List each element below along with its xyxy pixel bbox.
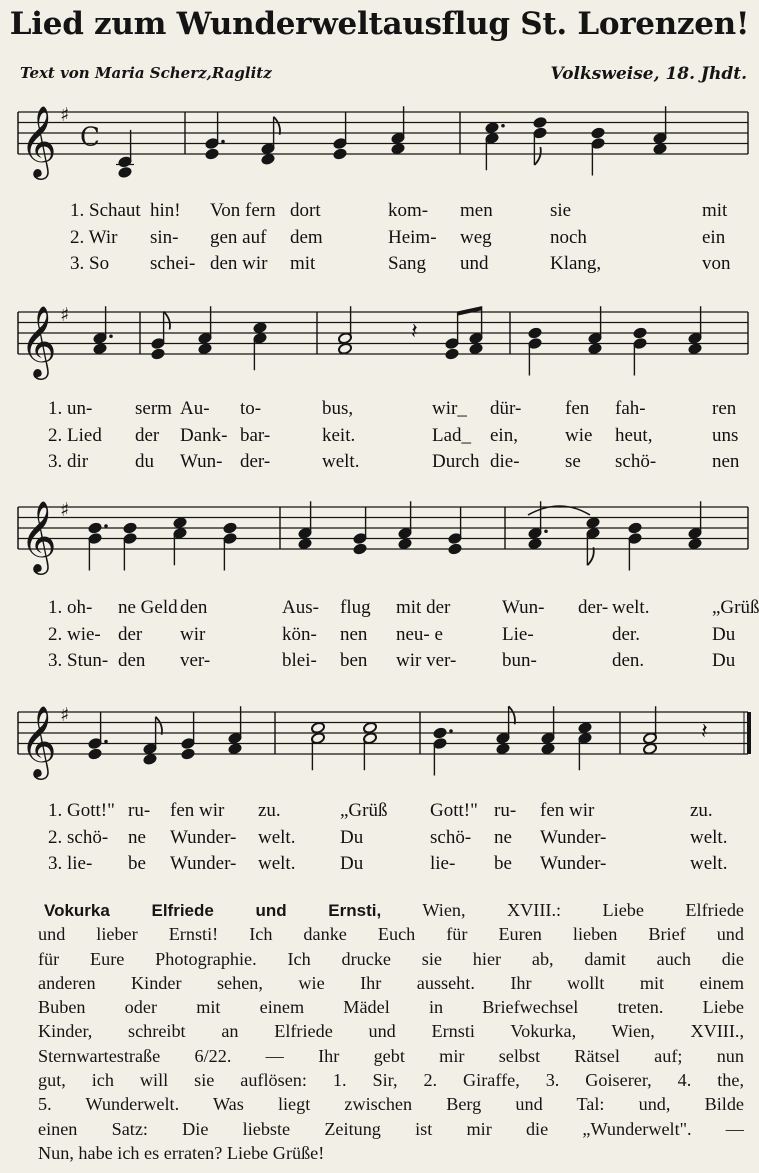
lyric-syllable: 2. schö- xyxy=(48,826,109,848)
letter-line: Kinder, schreibt an Elfriede und Ernsti Vokurka, Wien, XVIII., xyxy=(38,1021,744,1042)
lyric-syllable: zu. xyxy=(690,800,713,821)
lyric-syllable: welt. xyxy=(322,451,360,472)
sharp-icon: ♯ xyxy=(60,304,70,326)
note-head xyxy=(151,348,166,361)
verse-1-line xyxy=(0,398,759,422)
note-head xyxy=(528,537,543,550)
lyric-syllable: dür- xyxy=(490,398,522,419)
lyricist-credit: Text von Maria Scherz,Raglitz xyxy=(20,64,272,82)
lyric-syllable: Wunder- xyxy=(170,826,237,848)
lyric-syllable: flug xyxy=(340,597,371,618)
verse-2-line xyxy=(0,425,759,449)
lyric-syllable: kom- xyxy=(388,200,429,221)
lyric-syllable: ein xyxy=(702,226,726,248)
lyric-syllable: Wun- xyxy=(502,597,545,618)
lyric-syllable: der- xyxy=(240,451,271,472)
lyric-syllable: und xyxy=(460,253,489,274)
lyric-syllable: 2. Lied xyxy=(48,424,102,446)
lyric-syllable: 3. dir xyxy=(48,451,89,472)
lyric-syllable: Lie- xyxy=(502,623,534,645)
lyric-syllable: welt. xyxy=(258,853,296,874)
staff-1 xyxy=(0,100,759,200)
lyric-syllable: fen wir xyxy=(170,800,225,821)
lyric-syllable: fen wir xyxy=(540,800,595,821)
note-dot xyxy=(104,524,108,528)
lyric-syllable: die- xyxy=(490,451,520,472)
note-head xyxy=(118,166,133,179)
lyric-syllable: bar- xyxy=(240,424,271,446)
verse-1-line xyxy=(0,597,759,621)
lyric-syllable: welt. xyxy=(690,826,728,848)
note-head xyxy=(198,342,213,355)
lyric-syllable: Sang xyxy=(388,253,426,274)
lyric-syllable: nen xyxy=(340,623,368,645)
lyric-syllable: fah- xyxy=(615,398,646,419)
lyric-syllable: schö- xyxy=(430,826,472,848)
lyric-syllable: Gott!" xyxy=(430,800,478,821)
final-barline-thick xyxy=(747,712,751,754)
lyric-syllable: den. xyxy=(612,650,645,671)
letter-line: für Eure Photographie. Ich drucke sie hier ab, damit auch die xyxy=(38,948,744,969)
lyric-syllable: wie xyxy=(565,424,593,446)
note-head xyxy=(448,543,463,556)
lyric-syllable: ne Geld xyxy=(118,597,178,618)
note-head xyxy=(143,753,158,766)
note-head xyxy=(181,748,196,761)
lyric-syllable: zu. xyxy=(258,800,281,821)
lyric-syllable: ru- xyxy=(128,800,151,821)
treble-clef-icon: 𝄞 xyxy=(20,304,57,377)
lyric-syllable: neu- e xyxy=(396,623,443,645)
note-head xyxy=(261,153,276,166)
lyric-syllable: uns xyxy=(712,424,739,446)
note-head xyxy=(628,522,643,535)
verse-1-line xyxy=(0,200,759,224)
lyric-syllable: 2. Wir xyxy=(70,226,118,248)
note-head xyxy=(228,742,243,755)
lyric-syllable: sie xyxy=(550,200,572,221)
lyric-syllable: der xyxy=(135,424,160,446)
note-flag xyxy=(587,547,593,565)
lyric-syllable: ne xyxy=(494,826,512,848)
note-head xyxy=(485,121,500,134)
lyric-syllable: lie- xyxy=(430,853,456,874)
sharp-icon: ♯ xyxy=(60,104,70,126)
note-dot xyxy=(221,140,225,144)
letter-line: und lieber Ernsti! Ich danke Euch für Euren lieben Brief und xyxy=(38,924,744,945)
note-head xyxy=(688,342,703,355)
note-dot xyxy=(109,334,113,338)
note-head xyxy=(333,148,348,161)
note-head xyxy=(633,327,648,340)
lyric-syllable: 1. Schaut xyxy=(70,200,141,221)
note-head xyxy=(688,537,703,550)
note-head xyxy=(205,148,220,161)
lyric-syllable: hin! xyxy=(150,200,181,221)
lyric-syllable: 3. lie- xyxy=(48,853,93,874)
lyric-syllable: welt. xyxy=(690,853,728,874)
lyric-syllable: ben xyxy=(340,650,368,671)
lyric-syllable: blei- xyxy=(282,650,317,671)
note-head xyxy=(363,721,378,734)
lyric-syllable: Aus- xyxy=(282,597,319,618)
verse-2-line xyxy=(0,624,759,648)
lyric-syllable: wir_ xyxy=(432,398,467,419)
staff-4 xyxy=(0,700,759,800)
note-flag xyxy=(274,117,280,135)
note-head xyxy=(93,342,108,355)
lyric-syllable: be xyxy=(128,853,146,874)
letter-line: 5. Wunderwelt. Was liegt zwischen Berg und Tal: und, Bilde xyxy=(38,1094,744,1115)
lyric-syllable: 1. Gott!" xyxy=(48,800,115,821)
lyric-syllable: men xyxy=(460,200,493,221)
note-head xyxy=(586,516,601,529)
lyric-syllable: welt. xyxy=(258,826,296,848)
letter-line: Vokurka Elfriede und Ernsti, Wien, XVIII.: Liebe Elfriede xyxy=(44,900,744,920)
lyric-syllable: Au- xyxy=(180,398,210,419)
lyric-syllable: Dank- xyxy=(180,424,228,446)
lyric-syllable: Du xyxy=(340,853,364,874)
note-head xyxy=(338,342,353,355)
note-head xyxy=(391,142,406,155)
lyric-syllable: to- xyxy=(240,398,262,419)
verse-3-line xyxy=(0,853,759,877)
lyric-syllable: serm xyxy=(135,398,172,419)
lyric-syllable: Von fern xyxy=(210,200,276,221)
lyric-syllable: ein, xyxy=(490,424,518,446)
lyric-syllable: der- xyxy=(578,597,609,618)
lyric-syllable: Wunder- xyxy=(540,853,607,874)
treble-clef-icon: 𝄞 xyxy=(20,704,57,777)
lyric-syllable: gen auf xyxy=(210,226,267,248)
lyric-syllable: bus, xyxy=(322,398,354,419)
letter-line: anderen Kinder sehen, wie Ihr ausseht. Ihr wollt mit einem xyxy=(38,972,744,993)
lyric-syllable: wir xyxy=(180,623,206,645)
letter-line: einen Satz: Die liebste Zeitung ist mir die „Wunderwelt". — xyxy=(38,1118,744,1139)
lyric-syllable: mit xyxy=(290,253,316,274)
lyric-syllable: 2. wie- xyxy=(48,623,101,645)
note-beam xyxy=(458,308,482,313)
lyric-syllable: ru- xyxy=(494,800,517,821)
lyric-syllable: nen xyxy=(712,451,740,472)
letter-line: Nun, habe ich es erraten? Liebe Grüße! xyxy=(38,1142,325,1163)
common-time-icon: C xyxy=(80,122,100,153)
treble-clef-icon: 𝄞 xyxy=(20,499,57,572)
lyric-syllable: weg xyxy=(460,226,492,248)
note-flag xyxy=(509,706,515,724)
lyric-syllable: Durch xyxy=(432,451,480,472)
lyric-syllable: welt. xyxy=(612,597,650,618)
verse-2-line xyxy=(0,227,759,251)
sharp-icon: ♯ xyxy=(60,499,70,521)
lyric-syllable: se xyxy=(565,451,581,472)
lyric-syllable: keit. xyxy=(322,424,356,446)
rest-icon: 𝄽 xyxy=(411,319,418,345)
lyric-syllable: den xyxy=(118,650,146,671)
composer-credit: Volksweise, 18. Jhdt. xyxy=(550,64,747,84)
letter-line: Buben oder mit einem Mädel in Briefwechsel treten. Liebe xyxy=(38,997,744,1018)
lyric-syllable: den wir xyxy=(210,253,268,274)
lyric-syllable: Du xyxy=(340,826,364,848)
lyric-syllable: sin- xyxy=(150,226,179,248)
note-head xyxy=(643,742,658,755)
lyric-syllable: du xyxy=(135,451,154,472)
verse-2-line xyxy=(0,827,759,851)
lyric-syllable: „Grüß xyxy=(340,800,388,821)
lyric-syllable: wir ver- xyxy=(396,650,457,671)
letter-line: Sternwartestraße 6/22. — Ihr gebt mir selbst Rätsel auf; nun xyxy=(38,1045,744,1066)
note-head xyxy=(298,537,313,550)
lyric-syllable: Du xyxy=(712,650,736,671)
lyric-syllable: 1. un- xyxy=(48,398,93,419)
note-head xyxy=(591,127,606,140)
note-head xyxy=(353,543,368,556)
note-dot xyxy=(501,124,505,128)
lyric-syllable: Heim- xyxy=(388,226,437,248)
lyric-syllable: ren xyxy=(712,398,737,419)
lyric-syllable: Du xyxy=(712,623,736,645)
lyric-syllable: Wun- xyxy=(180,451,223,472)
note-flag xyxy=(156,717,162,735)
lyric-syllable: Klang, xyxy=(550,253,602,274)
letter-line: gut, ich will sie auflösen: 1. Sir, 2. Giraffe, 3. Goiserer, 4. the, xyxy=(38,1070,744,1091)
lyric-syllable: fen xyxy=(565,398,590,419)
lyric-syllable: der xyxy=(118,623,143,645)
lyric-syllable: ne xyxy=(128,826,146,848)
lyric-syllable: 1. oh- xyxy=(48,597,93,618)
note-flag xyxy=(534,147,540,165)
rest-icon: 𝄽 xyxy=(701,719,708,745)
lyric-syllable: schö- xyxy=(615,451,657,472)
note-head xyxy=(653,142,668,155)
lyric-syllable: „Grüß xyxy=(712,597,759,618)
verse-3-line xyxy=(0,451,759,475)
lyric-syllable: ver- xyxy=(180,650,211,671)
note-head xyxy=(311,721,326,734)
letter-addressees: Vokurka Elfriede und Ernsti, xyxy=(44,901,382,920)
lyric-syllable: Lad_ xyxy=(432,424,472,446)
lyric-syllable: be xyxy=(494,853,512,874)
note-head xyxy=(528,327,543,340)
note-dot xyxy=(544,529,548,533)
note-head xyxy=(445,348,460,361)
lyric-syllable: den xyxy=(180,597,208,618)
note-head xyxy=(173,516,188,529)
note-head xyxy=(123,522,138,535)
note-head xyxy=(588,342,603,355)
treble-clef-icon: 𝄞 xyxy=(20,104,57,177)
lyric-syllable: 3. So xyxy=(70,253,110,274)
lyric-syllable: noch xyxy=(550,226,587,248)
staff-3 xyxy=(0,495,759,595)
lyric-syllable: mit xyxy=(702,200,728,221)
lyric-syllable: der. xyxy=(612,623,640,645)
lyric-syllable: mit der xyxy=(396,597,451,618)
song-title: Lied zum Wunderweltausflug St. Lorenzen! xyxy=(9,6,750,42)
lyric-syllable: dem xyxy=(290,226,323,248)
lyric-syllable: dort xyxy=(290,200,321,221)
staff-2 xyxy=(0,300,759,400)
note-head xyxy=(541,742,556,755)
note-head xyxy=(223,522,238,535)
note-head xyxy=(496,742,511,755)
lyric-syllable: heut, xyxy=(615,424,653,446)
note-head xyxy=(88,522,103,535)
lyric-syllable: Wunder- xyxy=(170,853,237,874)
note-head xyxy=(88,748,103,761)
note-head xyxy=(433,727,448,740)
note-head xyxy=(469,342,484,355)
note-dot xyxy=(104,740,108,744)
lyric-syllable: Wunder- xyxy=(540,826,607,848)
lyric-syllable: bun- xyxy=(502,650,537,671)
lyric-syllable: 3. Stun- xyxy=(48,650,109,671)
note-flag xyxy=(164,312,170,330)
lyric-syllable: von xyxy=(702,253,731,274)
lyric-syllable: kön- xyxy=(282,623,317,645)
verse-3-line xyxy=(0,650,759,674)
note-head xyxy=(398,537,413,550)
note-head xyxy=(578,721,593,734)
note-dot xyxy=(449,729,453,733)
verse-3-line xyxy=(0,253,759,277)
sharp-icon: ♯ xyxy=(60,704,70,726)
verse-1-line xyxy=(0,800,759,824)
note-head xyxy=(533,116,548,129)
lyric-syllable: schei- xyxy=(150,253,196,274)
note-head xyxy=(253,321,268,334)
letter-paragraph xyxy=(38,898,744,1165)
